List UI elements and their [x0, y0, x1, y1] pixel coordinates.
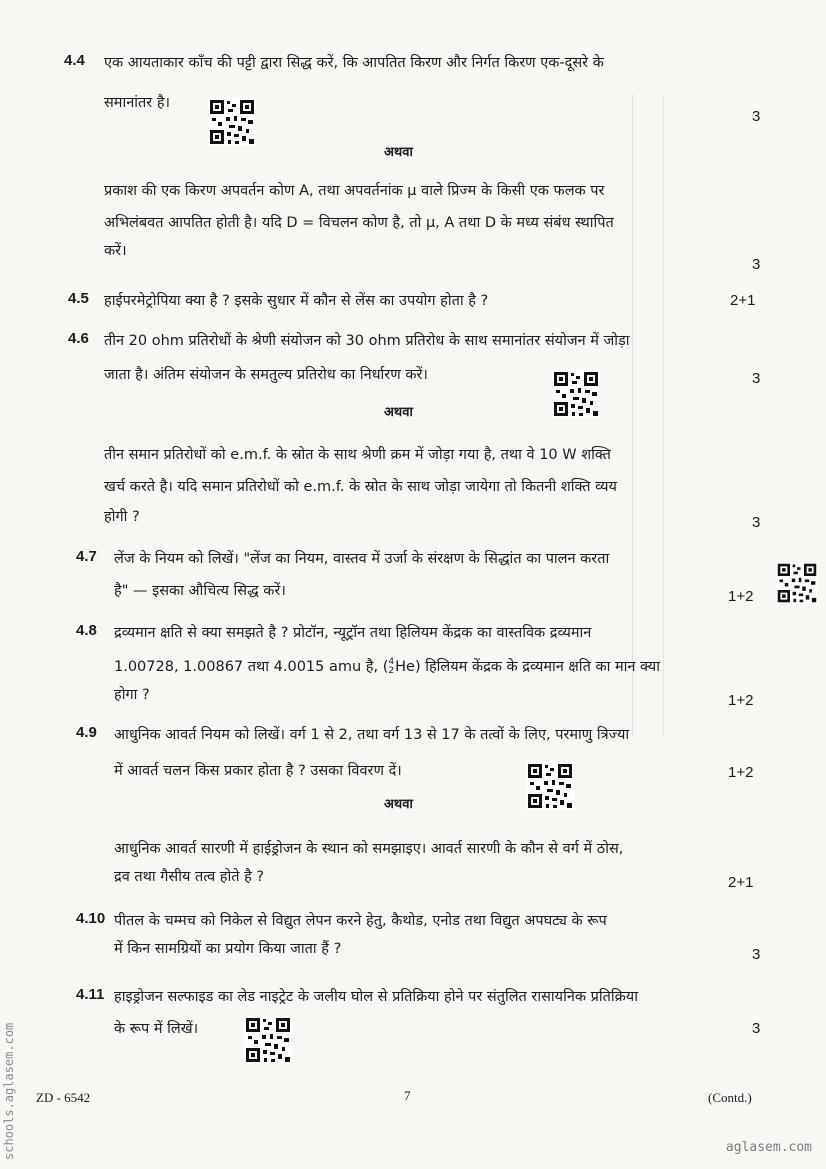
question-text: आधुनिक आवर्त नियम को लिखें। वर्ग 1 से 2, तथा वर्ग 13 से 17 के तत्वों के लिए, परमाणु त्रिज्या: [114, 727, 630, 743]
question-text: द्रव्यमान क्षति से क्या समझते है ? प्रोटॉन, न्यूट्रॉन तथा हिलियम केंद्रक का वास्तविक द्रव्यमान: [114, 625, 592, 641]
question-text: समानांतर है।: [104, 95, 171, 111]
atomic-number: 2: [388, 666, 395, 676]
marks: 3: [752, 370, 761, 387]
qr-code-icon[interactable]: [776, 562, 818, 604]
question-text: आधुनिक आवर्त सारणी में हाईड्रोजन के स्थान को समझाइए। आवर्त सारणी के कौन से वर्ग में ठोस,: [114, 841, 624, 857]
or-label: अथवा: [384, 405, 413, 420]
question-text: पीतल के चम्मच को निकेल से विद्युत लेपन करने हेतु, कैथोड, एनोड तथा विद्युत अपघट्य के रूप: [114, 913, 607, 929]
or-label: अथवा: [384, 145, 413, 160]
marks: 1+2: [728, 588, 754, 605]
question-text: एक आयताकार काँच की पट्टी द्वारा सिद्ध करें, कि आपतित किरण और निर्गत किरण एक-दूसरे के: [104, 55, 604, 71]
question-text: है" — इसका औचित्य सिद्ध करें।: [114, 583, 286, 599]
paper-code: ZD - 6542: [36, 1090, 91, 1105]
marks: 3: [752, 256, 761, 273]
question-text: तीन 20 ohm प्रतिरोधों के श्रेणी संयोजन को 30 ohm प्रतिरोध के साथ समानांतर संयोजन में जोड़ा: [104, 333, 630, 349]
question-text: तीन समान प्रतिरोधों को e.m.f. के स्रोत के साथ श्रेणी क्रम में जोड़ा गया है, तथा वे 10 W शक्ति: [104, 447, 611, 463]
question-number: 4.10: [76, 910, 106, 927]
question-number: 4.7: [76, 548, 97, 565]
scan-artifact: [632, 95, 664, 735]
question-text-part: ) हिलियम केंद्रक के द्रव्यमान क्षति का मान क्या: [414, 659, 660, 675]
question-text: करें।: [104, 243, 127, 259]
side-watermark: schools.aglasem.com: [2, 1022, 16, 1160]
question-text: जाता है। अंतिम संयोजन के समतुल्य प्रतिरोध का निर्धारण करें।: [104, 367, 428, 383]
question-text: प्रकाश की एक किरण अपवर्तन कोण A, तथा अपवर्तनांक μ वाले प्रिज्म के किसी एक फलक पर: [104, 183, 605, 199]
question-number: 4.8: [76, 622, 97, 639]
question-number: 4.4: [64, 52, 85, 69]
question-number: 4.11: [76, 986, 105, 1003]
isotope-indices: [388, 658, 394, 676]
question-text: होगा ?: [114, 687, 150, 703]
question-number: 4.5: [68, 290, 89, 307]
qr-code-icon[interactable]: [208, 98, 256, 146]
qr-code-icon[interactable]: [244, 1016, 292, 1064]
question-text: में किन सामग्रियों का प्रयोग किया जाता हैं ?: [114, 941, 342, 957]
question-text: अभिलंबवत आपतित होती है। यदि D = विचलन कोण है, तो μ, A तथा D के मध्य संबंध स्थापित: [104, 215, 614, 231]
bottom-watermark[interactable]: aglasem.com: [725, 1140, 812, 1155]
marks: 3: [752, 946, 761, 963]
element-symbol: He: [395, 659, 415, 675]
marks: 1+2: [728, 692, 754, 709]
marks: 3: [752, 1020, 761, 1037]
qr-code-icon[interactable]: [552, 370, 600, 418]
question-text-part: 1.00728, 1.00867 तथा 4.0015 amu है, (: [114, 659, 389, 675]
marks: 1+2: [728, 764, 754, 781]
qr-code-icon[interactable]: [526, 762, 574, 810]
marks: 3: [752, 108, 761, 125]
marks: 3: [752, 514, 761, 531]
question-text: के रूप में लिखें।: [114, 1021, 199, 1037]
page-number: 7: [404, 1088, 411, 1103]
question-number: 4.6: [68, 330, 89, 347]
marks: 2+1: [728, 874, 754, 891]
question-text: हाइड्रोजन सल्फाइड का लेड नाइट्रेट के जलीय घोल से प्रतिक्रिया होने पर संतुलित रासायनिक प्रतिक्रिया: [114, 989, 638, 1005]
question-text: होगी ?: [104, 509, 140, 525]
question-number: 4.9: [76, 724, 97, 741]
marks: 2+1: [730, 292, 756, 309]
question-text: में आवर्त चलन किस प्रकार होता है ? उसका विवरण दें।: [114, 763, 402, 779]
question-text: लेंज के नियम को लिखें। "लेंज का नियम, वास्तव में उर्जा के संरक्षण के सिद्धांत का पालन करता: [114, 551, 610, 567]
question-text: हाईपरमेट्रोपिया क्या है ? इसके सुधार में कौन से लेंस का उपयोग होता है ?: [104, 293, 489, 309]
question-text: खर्च करते है। यदि समान प्रतिरोधों को e.m.f. के स्रोत के साथ जोड़ा जायेगा तो कितनी शक्ति व्यय: [104, 479, 617, 495]
or-label: अथवा: [384, 797, 413, 812]
question-text: [114, 656, 660, 676]
mass-number: 4: [388, 657, 395, 667]
continued-label: (Contd.): [708, 1090, 752, 1105]
question-text: द्रव तथा गैसीय तत्व होते है ?: [114, 869, 265, 885]
